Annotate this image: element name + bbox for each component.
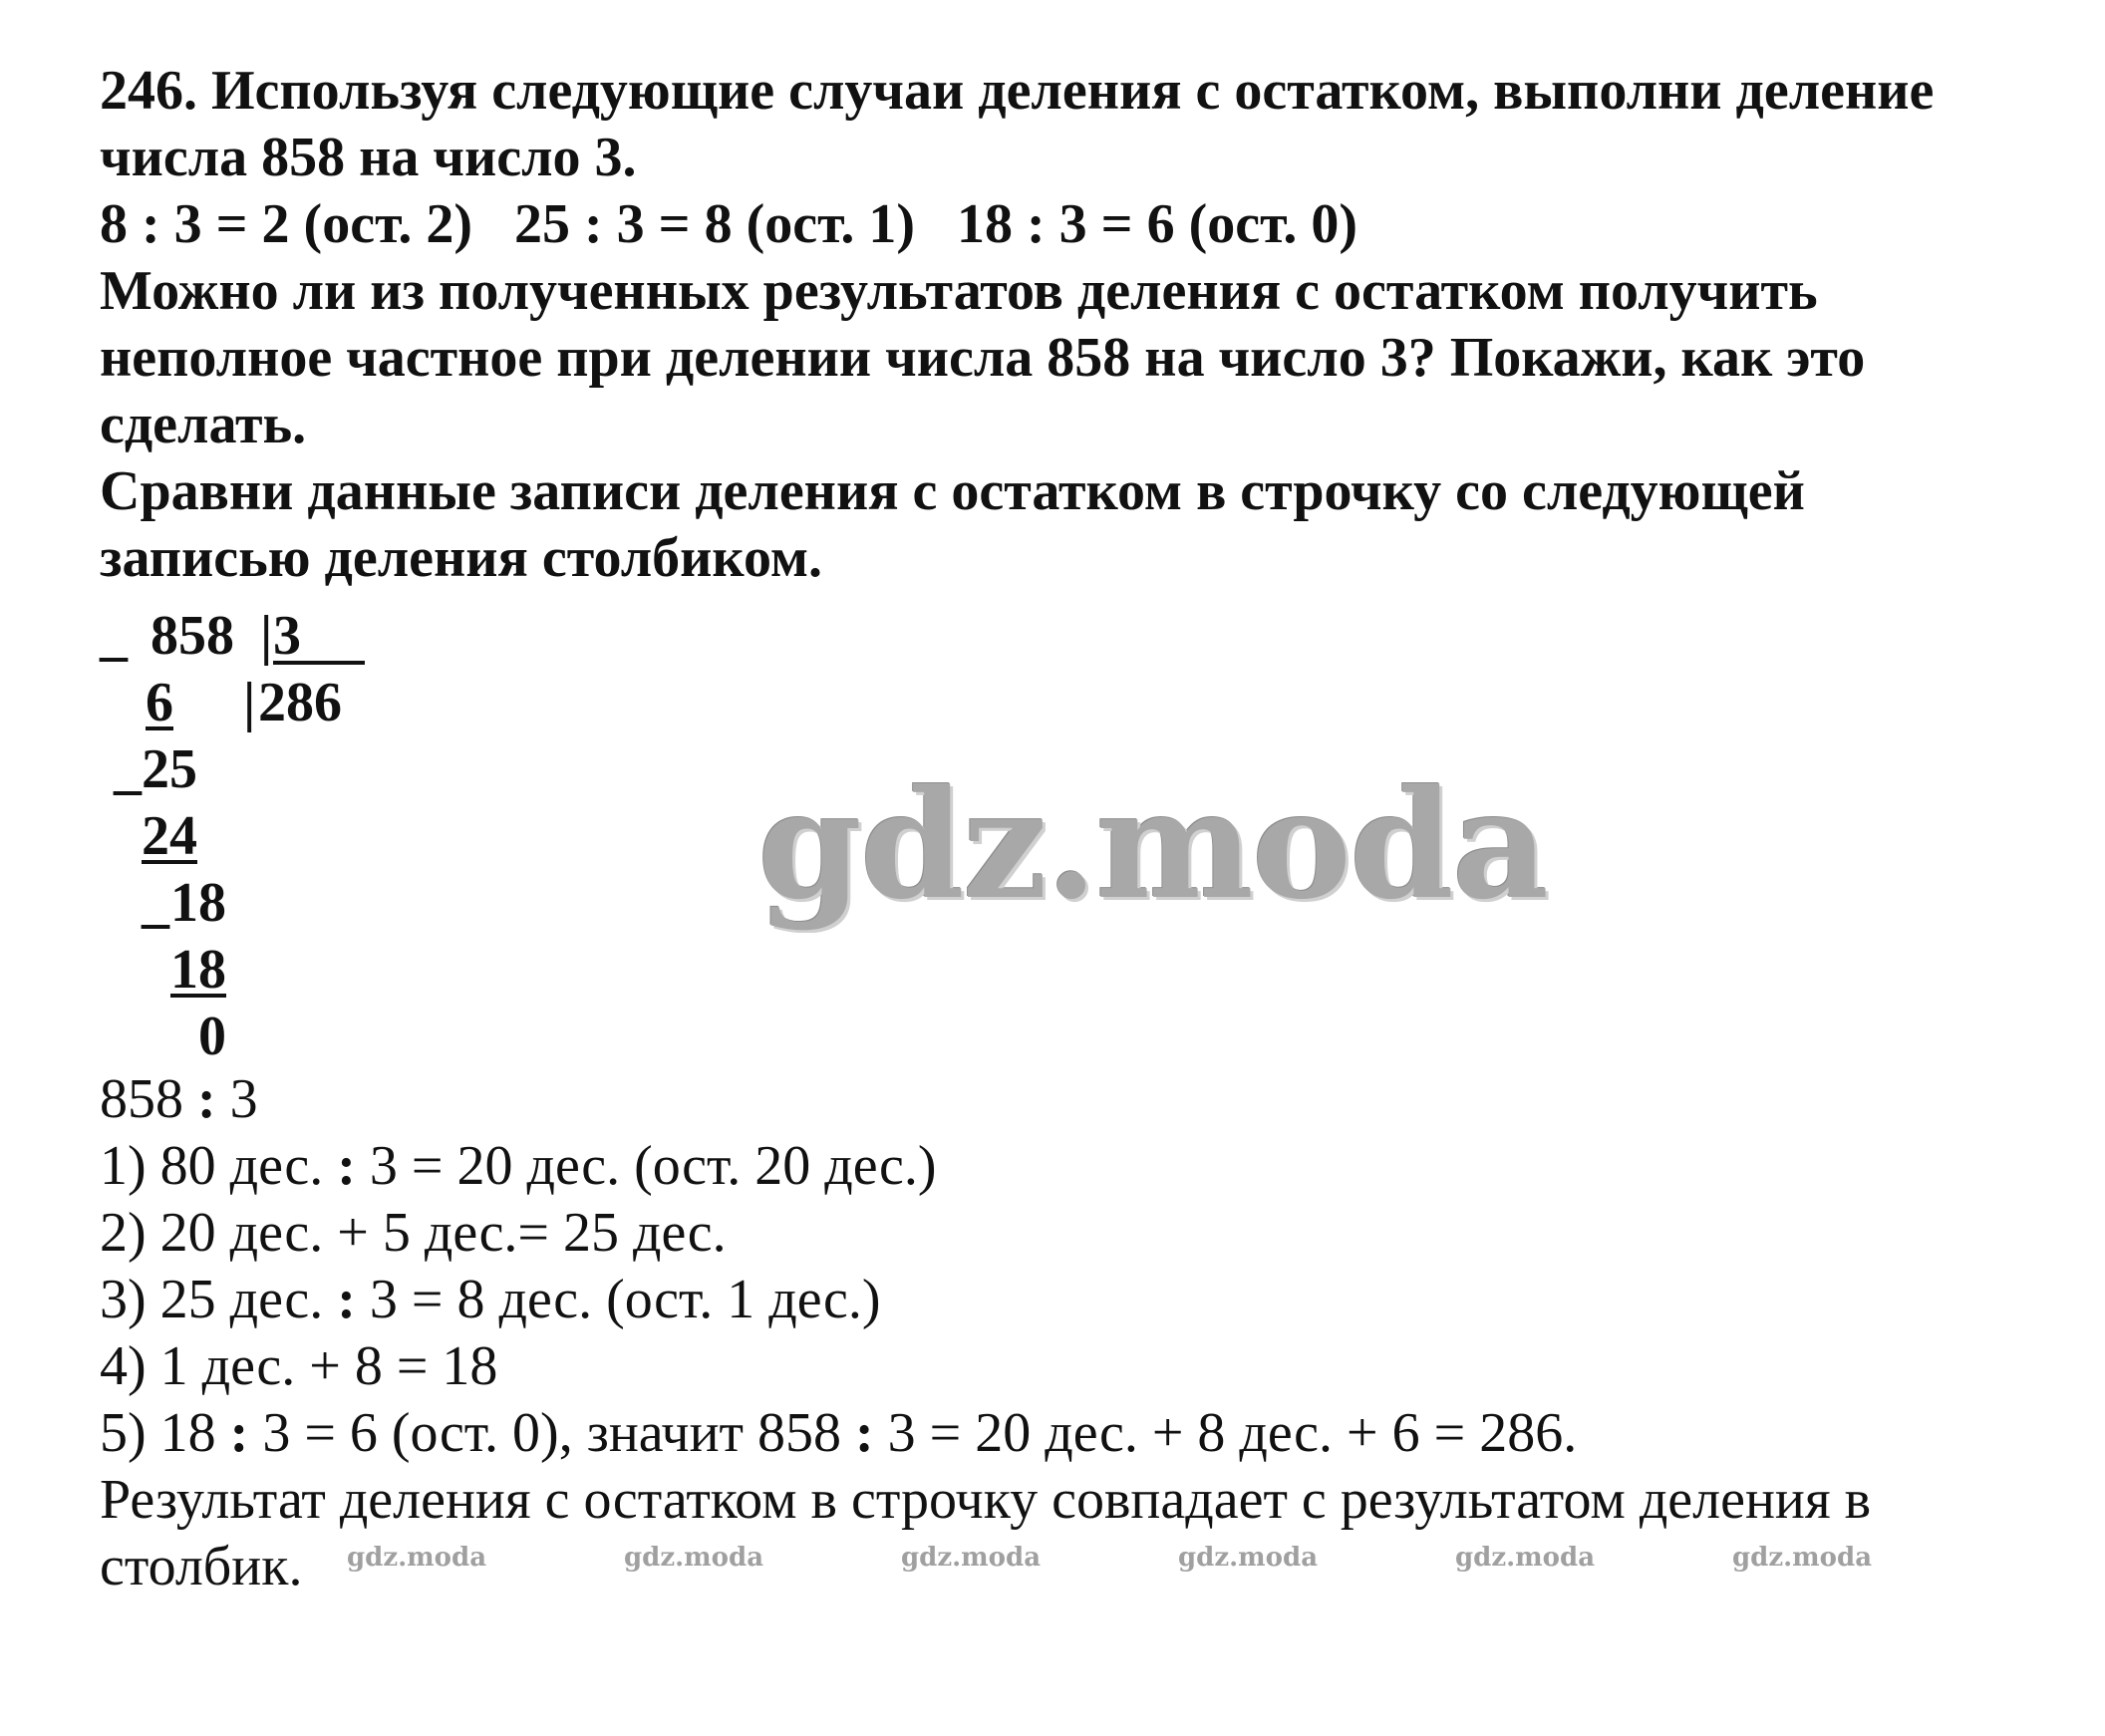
division-minus: _ <box>114 738 142 800</box>
watermark-small: gdz.moda <box>901 1543 1042 1573</box>
division-step: 25 <box>142 738 197 800</box>
division-step: 24 <box>142 805 197 867</box>
solution-header-left: 858 <box>100 1068 183 1130</box>
division-quotient: 286 <box>258 672 342 733</box>
division-remainder: 0 <box>198 1006 226 1067</box>
task-line: 246. Используя следующие случаи деления с остатком, выполни деление <box>100 60 1935 122</box>
division-dividend: 858 <box>150 605 234 667</box>
solution-step3: 3) 25 дес. <box>100 1269 324 1330</box>
task-line: неполное частное при делении числа 858 на число 3? Покажи, как это <box>100 327 1866 389</box>
solution-step5: 3 = 20 дес. + 8 дес. + 6 = 286. <box>887 1402 1578 1464</box>
solution-step3: 3 = 8 дес. (ост. 1 дес.) <box>369 1269 881 1330</box>
solution-line: 4) 1 дес. + 8 = 18 <box>100 1335 498 1397</box>
watermark-small: gdz.moda <box>347 1543 487 1573</box>
solution-line <box>100 1133 2053 1200</box>
colon: : <box>197 1068 216 1130</box>
solution-step5: 3 = 6 (ост. 0), значит 858 <box>262 1402 842 1464</box>
watermark-small: gdz.moda <box>1732 1543 1873 1573</box>
solution-header-right: 3 <box>229 1068 258 1130</box>
solution-step1: 3 = 20 дес. (ост. 20 дес.) <box>369 1135 937 1197</box>
division-step: 18 <box>170 872 226 934</box>
colon: : <box>337 1269 356 1330</box>
division-step: 6 <box>146 672 173 733</box>
task-text <box>100 58 2053 592</box>
solution-line <box>100 1267 2053 1333</box>
division-minus: _ <box>100 605 128 667</box>
task-line: записью деления столбиком. <box>100 527 823 589</box>
solution-step1: 1) 80 дес. <box>100 1135 324 1197</box>
task-line: сделать. <box>100 394 307 455</box>
colon: : <box>337 1135 356 1197</box>
solution-text <box>100 1066 2053 1600</box>
task-line: Можно ли из полученных результатов деления с остатком получить <box>100 260 1818 322</box>
colon: : <box>855 1402 874 1464</box>
task-line: 8 : 3 = 2 (ост. 2) 25 : 3 = 8 (ост. 1) 18 : 3 = 6 (ост. 0) <box>100 193 1358 255</box>
division-step: 18 <box>170 939 226 1001</box>
division-bar: | <box>243 672 256 733</box>
task-line: Сравни данные записи деления с остатком в строчку со следующей <box>100 460 1805 522</box>
colon: : <box>229 1402 249 1464</box>
solution-line <box>100 1400 2053 1467</box>
watermark-small: gdz.moda <box>1455 1543 1596 1573</box>
watermark: gdz.moda <box>757 757 1548 933</box>
division-bar: | <box>260 605 273 667</box>
watermark-small: gdz.moda <box>1178 1543 1319 1573</box>
task-line: числа 858 на число 3. <box>100 127 637 188</box>
long-division <box>96 603 415 1071</box>
division-divisor: 3 <box>273 603 365 665</box>
solution-step5: 5) 18 <box>100 1402 216 1464</box>
solution-line <box>100 1066 2053 1133</box>
solution-line: Результат деления с остатком в строчку совпадает с результатом деления в <box>100 1469 1872 1531</box>
division-minus: _ <box>142 872 169 934</box>
solution-line: 2) 20 дес. + 5 дес.= 25 дес. <box>100 1202 727 1264</box>
watermark-small: gdz.moda <box>624 1543 764 1573</box>
solution-line: столбик. <box>100 1536 303 1597</box>
